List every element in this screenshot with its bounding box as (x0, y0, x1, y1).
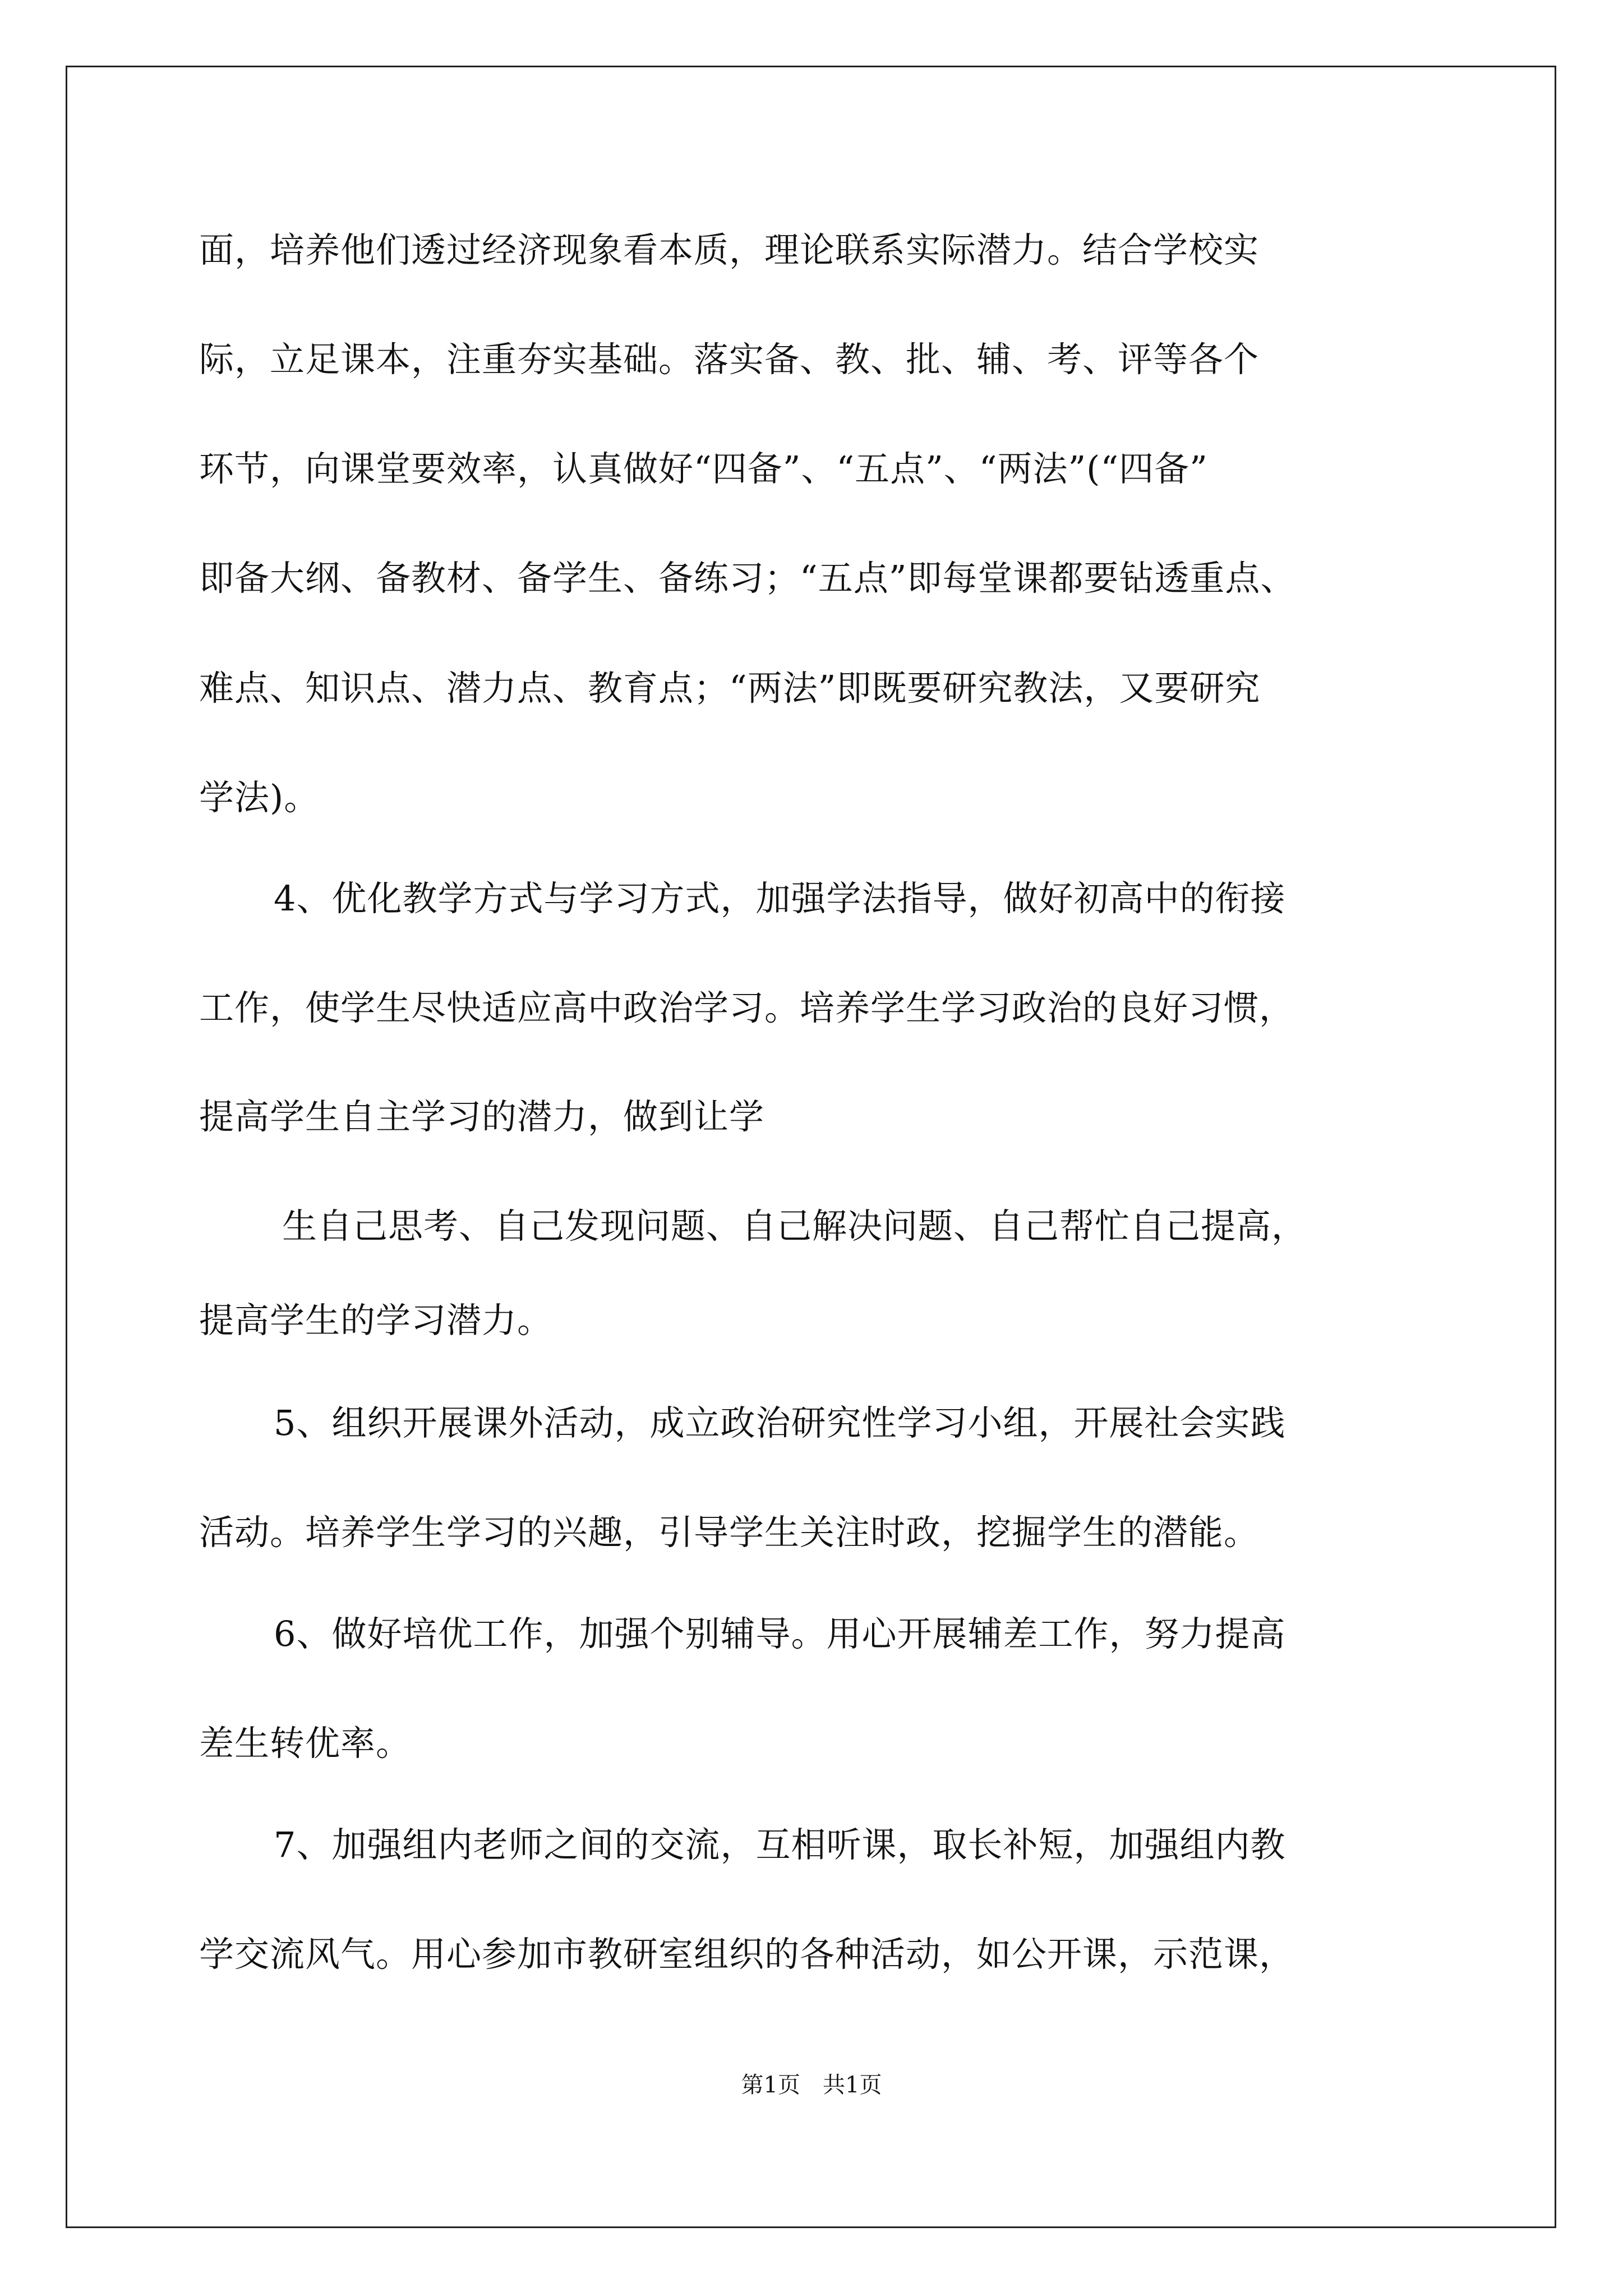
text-line: 学法)。 (199, 777, 320, 818)
page-border (66, 66, 1556, 2228)
text-line: 7、加强组内老师之间的交流，互相听课，取长补短，加强组内教 (238, 1824, 1286, 1865)
text-line: 6、做好培优工作，加强个别辅导。用心开展辅差工作，努力提高 (238, 1613, 1286, 1654)
text-line: 工作，使学生尽快适应高中政治学习。培养学生学习政治的良好习惯， (199, 987, 1295, 1028)
text-line: 生自己思考、自己发现问题、自己解决问题、自己帮忙自己提高， (247, 1205, 1307, 1246)
text-line: 4、优化教学方式与学习方式，加强学法指导，做好初高中的衔接 (238, 878, 1286, 919)
text-line: 学交流风气。用心参加市教研室组织的各种活动，如公开课，示范课， (199, 1934, 1295, 1975)
text-line: 提高学生自主学习的潜力，做到让学 (199, 1096, 765, 1137)
text-line: 际，立足课本，注重夯实基础。落实备、教、批、辅、考、评等各个 (199, 339, 1260, 380)
text-line: 5、组织开展课外活动，成立政治研究性学习小组，开展社会实践 (238, 1402, 1286, 1443)
text-line: 活动。培养学生学习的兴趣，引导学生关注时政，挖掘学生的潜能。 (199, 1512, 1260, 1553)
page-footer: 第1页 共1页 (741, 2072, 882, 2098)
text-line: 提高学生的学习潜力。 (199, 1300, 553, 1341)
text-line: 面，培养他们透过经济现象看本质，理论联系实际潜力。结合学校实 (199, 229, 1260, 270)
text-line: 难点、知识点、潜力点、教育点；“两法”即既要研究教法，又要研究 (199, 668, 1261, 708)
text-line: 差生转优率。 (199, 1723, 412, 1764)
text-line: 即备大纲、备教材、备学生、备练习；“五点”即每堂课都要钻透重点、 (199, 558, 1296, 599)
text-line: 环节，向课堂要效率，认真做好“四备”、“五点”、“两法”(“四备” (199, 448, 1208, 489)
